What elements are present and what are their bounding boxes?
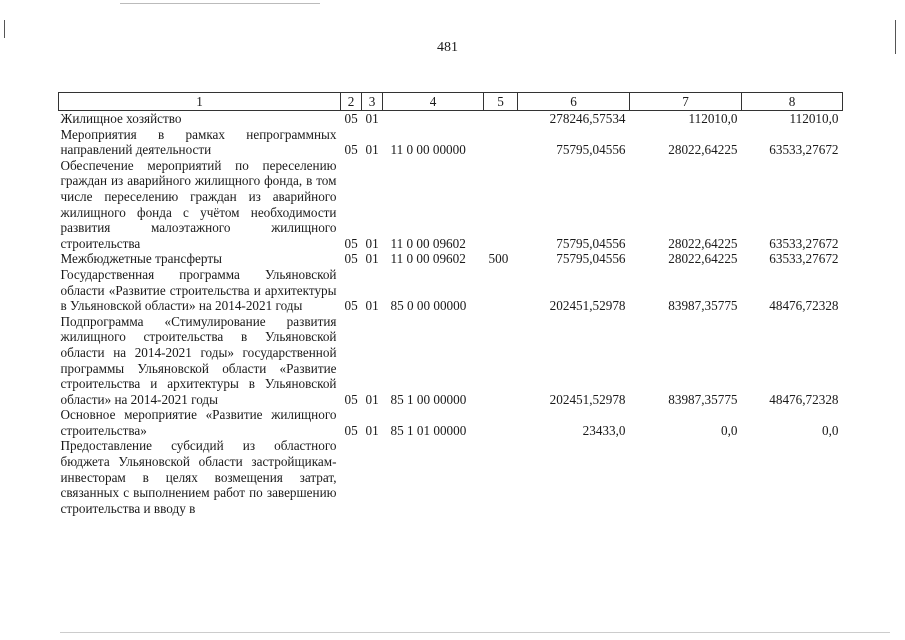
amount-col8: 63533,27672 — [769, 142, 839, 158]
scan-edge-mark — [120, 3, 320, 4]
column-header: 1 — [59, 93, 341, 111]
subsection-code: 01 — [365, 142, 379, 158]
amount-col7: 28022,64225 — [668, 142, 738, 158]
column-header: 4 — [383, 93, 484, 111]
row-description: Обеспечение мероприятий по переселению граждан из аварийного жилищного фонда, в том числе переселению граждан из аварийного жилищного фонда с учётом необходимости развития малоэтажного жилищного строительства — [60, 157, 337, 251]
row-description: Мероприятия в рамках непрограммных направлений деятельности — [60, 126, 337, 158]
subsection-code — [362, 438, 383, 516]
subsection-code: 01 — [365, 111, 379, 126]
budget-table — [58, 92, 843, 516]
amount-col6 — [518, 438, 630, 516]
row-description: Подпрограмма «Стимулирование развития жилищного строительства в Ульяновской области на 2014-2021 годы» государственной программы Ульяновской области «Развитие строительства и архитектуры в Ульяновской области» на 2014-2021 годы — [60, 313, 337, 407]
subsection-code: 01 — [365, 251, 379, 267]
section-code: 05 — [344, 111, 358, 126]
amount-col7: 83987,35775 — [668, 391, 738, 407]
column-header: 3 — [362, 93, 383, 111]
expense-type-code — [484, 438, 518, 516]
expense-type-code — [484, 314, 518, 408]
amount-col8 — [742, 438, 843, 516]
column-header: 2 — [341, 93, 362, 111]
amount-col8: 0,0 — [822, 422, 839, 438]
amount-col7: 28022,64225 — [668, 251, 738, 267]
amount-col6: 202451,52978 — [549, 391, 626, 407]
subsection-code: 01 — [365, 422, 379, 438]
target-article-code — [383, 111, 484, 127]
target-article-code: 85 0 00 00000 — [390, 298, 467, 314]
amount-col8: 112010,0 — [789, 111, 839, 126]
section-code: 05 — [344, 251, 358, 267]
section-code: 05 — [344, 298, 358, 314]
amount-col6: 202451,52978 — [549, 298, 626, 314]
scan-edge-mark — [60, 632, 890, 633]
table-row — [59, 407, 843, 438]
subsection-code: 01 — [365, 391, 379, 407]
target-article-code: 11 0 00 09602 — [390, 235, 466, 251]
amount-col8: 48476,72328 — [769, 391, 839, 407]
expense-type-code — [484, 111, 518, 127]
section-code: 05 — [344, 142, 358, 158]
expense-type-code — [484, 127, 518, 158]
table-row — [59, 314, 843, 408]
column-header: 6 — [518, 93, 630, 111]
target-article-code: 11 0 00 09602 — [390, 251, 466, 267]
row-description: Жилищное хозяйство — [60, 111, 182, 126]
table-row — [59, 438, 843, 516]
amount-col8: 48476,72328 — [769, 298, 839, 314]
row-description: Межбюджетные трансферты — [60, 251, 222, 267]
amount-col6: 278246,57534 — [549, 111, 626, 126]
row-description: Государственная программа Ульяновской области «Развитие строительства и архитектуры в Ульяновской области» на 2014-2021 годы — [60, 266, 337, 314]
section-code: 05 — [344, 235, 358, 251]
amount-col6: 23433,0 — [582, 422, 626, 438]
table-header-row — [59, 93, 843, 111]
row-description: Основное мероприятие «Развитие жилищного строительства» — [60, 407, 337, 438]
target-article-code — [383, 438, 484, 516]
expense-type-code — [484, 267, 518, 314]
column-header: 8 — [742, 93, 843, 111]
scan-edge-mark — [4, 20, 5, 38]
page-number: 481 — [437, 40, 458, 55]
section-code: 05 — [344, 391, 358, 407]
table-row — [59, 127, 843, 158]
target-article-code: 85 1 00 00000 — [390, 391, 467, 407]
table-row — [59, 267, 843, 314]
scan-edge-mark — [895, 20, 896, 54]
section-code: 05 — [344, 422, 358, 438]
expense-type-code — [484, 158, 518, 252]
amount-col8: 63533,27672 — [769, 251, 839, 267]
expense-type-code — [484, 407, 518, 438]
amount-col7: 0,0 — [721, 422, 738, 438]
amount-col7 — [630, 438, 742, 516]
amount-col7: 28022,64225 — [668, 235, 738, 251]
target-article-code: 85 1 01 00000 — [390, 422, 467, 438]
amount-col7: 83987,35775 — [668, 298, 738, 314]
table-row — [59, 251, 843, 267]
amount-col6: 75795,04556 — [556, 235, 626, 251]
amount-col6: 75795,04556 — [556, 142, 626, 158]
column-header: 5 — [484, 93, 518, 111]
table-row — [59, 111, 843, 127]
subsection-code: 01 — [365, 235, 379, 251]
section-code — [341, 438, 362, 516]
subsection-code: 01 — [365, 298, 379, 314]
column-header: 7 — [630, 93, 742, 111]
table-row — [59, 158, 843, 252]
amount-col7: 112010,0 — [688, 111, 738, 126]
row-description: Предоставление субсидий из областного бюджета Ульяновской области застройщикам-инвесторам в целях возмещения затрат, связанных с выполнением работ по завершению строительства и вводу в — [60, 438, 337, 516]
expense-type-code: 500 — [488, 251, 509, 267]
amount-col6: 75795,04556 — [556, 251, 626, 267]
target-article-code: 11 0 00 00000 — [390, 142, 466, 158]
amount-col8: 63533,27672 — [769, 235, 839, 251]
